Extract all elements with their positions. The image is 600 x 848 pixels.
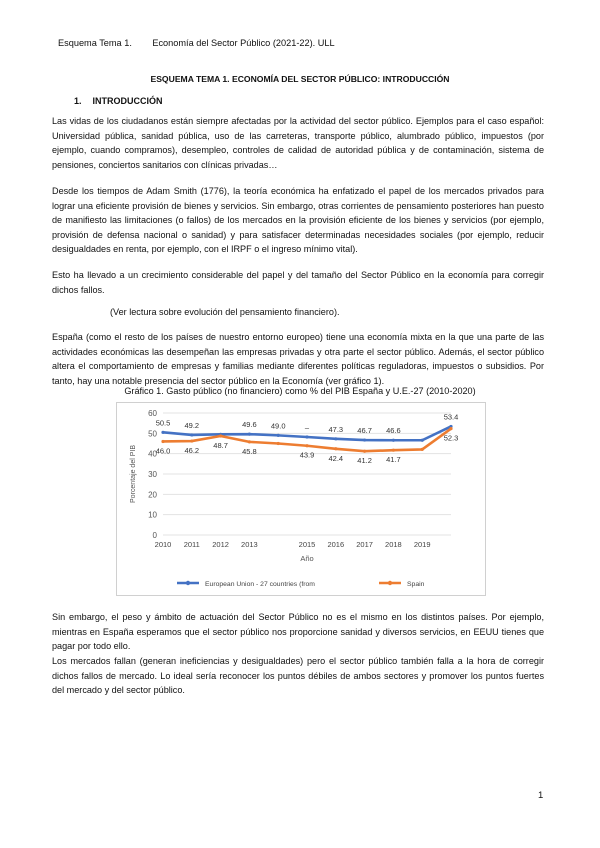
- data-label: –: [304, 422, 310, 432]
- x-tick-label: 2017: [356, 540, 373, 549]
- data-label: 45.8: [242, 446, 257, 456]
- data-label: 46.7: [357, 426, 372, 436]
- x-tick-label: 2019: [413, 540, 431, 549]
- legend-marker: [388, 581, 392, 585]
- data-point: [334, 447, 337, 450]
- data-point: [248, 433, 251, 436]
- data-point: [392, 449, 395, 452]
- header-right: Economía del Sector Público (2021-22). ULL: [152, 38, 335, 48]
- x-tick-label: 2011: [183, 540, 200, 549]
- data-point: [421, 439, 424, 442]
- section-number: 1.: [74, 96, 82, 106]
- x-tick-label: 2010: [154, 540, 172, 549]
- reading-note: (Ver lectura sobre evolución del pensamiento financiero).: [110, 307, 340, 317]
- data-label: 48.7: [213, 440, 228, 450]
- data-point: [363, 438, 366, 441]
- paragraph-2: Desde los tiempos de Adam Smith (1776), la teoría económica ha enfatizado el papel de los mercados privados para lograr una eficiente provisión de bienes y servicios. Sin embargo, otras corrientes de pensamiento posteriores han puesto de manifiesto las limitaciones (o fallos) de los mercados en la provisión eficiente de los bienes y servicios (por ejemplo, provisión de defensa nacional o sanidad) y para satisfacer determinadas necesidades sociales (por ejemplo, reducir desigualdades en renta, por ejemplo, con el IRPF o el ingreso mínimo vital).: [52, 186, 544, 255]
- data-point: [392, 439, 395, 442]
- data-point: [421, 448, 424, 451]
- chart-canvas: [117, 403, 485, 595]
- data-label: 42.4: [328, 453, 344, 463]
- x-tick-label: 2018: [385, 540, 402, 549]
- x-axis-title: Año: [300, 554, 314, 563]
- paragraph-4: España (como el resto de los países de nuestro entorno europeo) tiene una economía mixta en la que una parte de las actividades económicas las desempeñan las empresas privadas y otra parte el sector público. Además, el sector público altera el comportamiento de empresas y familias mediante diferentes políticas reguladoras, impuestos o subsidios. Por tanto, hay una notable presencia del sector público en la Economía (ver gráfico 1).: [52, 332, 544, 386]
- data-point: [449, 427, 452, 430]
- x-tick-label: 2013: [241, 540, 258, 549]
- x-tick-label: 2015: [298, 540, 316, 549]
- y-tick-label: 30: [148, 470, 157, 479]
- data-point: [363, 450, 366, 453]
- paragraph-5: Sin embargo, el peso y ámbito de actuación del Sector Público no es el mismo en los distintos países. Por ejemplo, mientras en España esperamos que el sector público nos proporcione sanidad y diversos servicios, en EEUU tienes que pagar por todo ello.: [52, 612, 544, 652]
- data-point: [161, 431, 164, 434]
- data-label: 41.7: [386, 455, 401, 465]
- data-label: 46.2: [184, 446, 200, 456]
- paragraph-1: Las vidas de los ciudadanos están siempre afectadas por la actividad del sector público. Ejemplos para el caso español: Universidad pública, sanidad pública, uso de las carreteras, transporte público, alumbrado público, impuestos (por ejemplo, cuando compramos), desempleo, controles de calidad de autoridad pública y de contaminación, sistema de pensiones, conciertos sanitarios con clínicas privadas…: [52, 116, 544, 170]
- y-tick-label: 60: [148, 409, 157, 418]
- data-label: 43.9: [299, 450, 315, 460]
- data-label: 52.3: [443, 433, 459, 443]
- x-tick-label: 2016: [327, 540, 345, 549]
- data-point: [277, 442, 280, 445]
- y-tick-label: 0: [152, 531, 157, 540]
- x-tick-label: 2012: [212, 540, 229, 549]
- y-tick-label: 50: [148, 429, 157, 439]
- chart-caption: Gráfico 1. Gasto público (no financiero) como % del PIB España y U.E.-27 (2010-2020): [124, 386, 476, 396]
- data-point: [248, 440, 251, 443]
- page-number: 1: [538, 790, 544, 801]
- data-label: 49.6: [242, 420, 257, 430]
- data-label: 49.0: [270, 421, 286, 431]
- data-point: [305, 435, 308, 438]
- document-title: ESQUEMA TEMA 1. ECONOMÍA DEL SECTOR PÚBLICO: INTRODUCCIÓN: [150, 74, 450, 84]
- data-point: [161, 440, 164, 443]
- y-tick-label: 10: [148, 510, 157, 520]
- data-label: 53.4: [443, 412, 459, 422]
- y-tick-label: 40: [148, 449, 157, 459]
- data-label: 41.2: [357, 456, 372, 466]
- paragraph-6: Los mercados fallan (generan ineficiencias y desigualdades) pero el sector público también falla a la hora de corregir dichos fallos de mercado. Lo ideal sería reconocer los puntos débiles de ambos sectores y promover los puntos fuertes del mercado y del sector público.: [52, 656, 544, 696]
- paragraph-3: Esto ha llevado a un crecimiento considerable del papel y del tamaño del Sector Público en la economía para corregir dichos fallos.: [52, 270, 544, 295]
- legend-marker: [186, 581, 190, 585]
- data-label: 46.0: [155, 446, 171, 456]
- data-point: [334, 437, 337, 440]
- data-label: 47.3: [328, 424, 344, 434]
- data-point: [190, 433, 193, 436]
- legend-label: Spain: [407, 581, 425, 588]
- y-axis-title: Porcentaje del PIB: [130, 445, 137, 503]
- data-point: [219, 434, 222, 437]
- data-point: [305, 444, 308, 447]
- section-heading: [74, 96, 163, 106]
- y-tick-label: 20: [148, 490, 157, 500]
- public-spending-chart: [116, 402, 486, 596]
- section-label: INTRODUCCIÓN: [92, 96, 163, 106]
- data-label: 50.5: [155, 418, 171, 428]
- data-point: [277, 434, 280, 437]
- page-header: [58, 38, 335, 48]
- data-label: 49.2: [184, 420, 200, 430]
- data-label: 46.6: [386, 426, 401, 436]
- header-left: Esquema Tema 1.: [58, 38, 132, 48]
- data-point: [190, 439, 193, 442]
- legend-label: European Union - 27 countries (from: [205, 581, 315, 588]
